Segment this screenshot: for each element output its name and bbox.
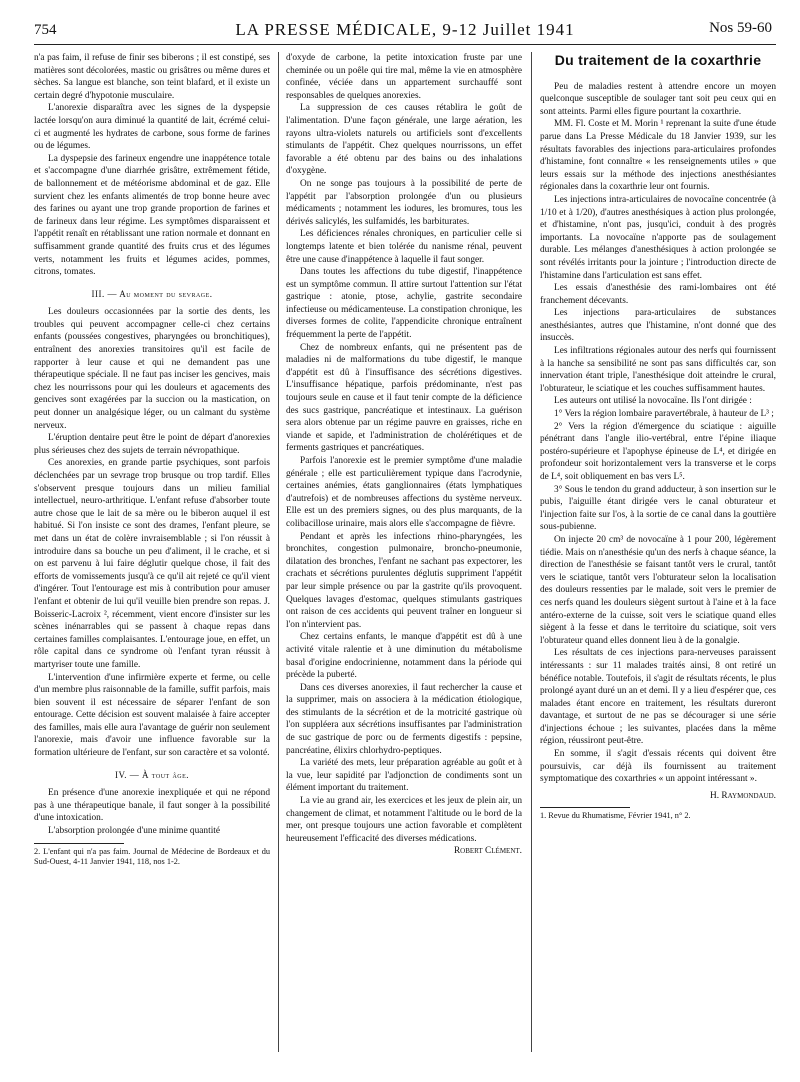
paragraph: Chez certains enfants, le manque d'appétit est dû à une activité vitale ralentie et à une diminution du métabolisme basal d'origine endocrinienne, notamment dans la période qui précède la puberté. (286, 632, 522, 681)
column-1 (34, 52, 270, 1062)
paragraph: On ne songe pas toujours à la possibilité de perte de l'appétit par l'absorption prolongée d'un ou plusieurs médicaments ; notamment les iodures, les bromures, tous les dérivés salicylés, les sulfamidés, les barbiturates. (286, 178, 522, 227)
article-title: Du traitement de la coxarthrie (554, 52, 762, 68)
paragraph: Ces anorexies, en grande partie psychiques, sont parfois déclenchées par un sevrage trop brusque ou trop tardif. Elles s'observent presque toujours dans un milieu familial intellectuel, neuro-arthritique. L'enfant refuse d'absorber toute autre chose que le lait de sa mère ou le biberon auquel il est habitué. Si l'on insiste ce sont des drames, l'enfant pleure, se met dans un état de colère invraisemblable ; si l'on réussit à introduire dans sa bouche un peu d'aliment, il le crache, et si on est parvenu à lui faire déglutir quelque chose, il fait des efforts de vomissements jusqu'à ce qu'il ait rejeté ce qu'il vient d'ingérer. Tout l'entourage est mis à contribution pour amuser l'enfant et obtenir de lui qu'il veuille bien prendre son repas. J. Boisseric-Lacroix ², récemment, vient encore d'insister sur les scènes inénarrables qui se passent à chaque repas dans certaines familles complaisantes. L'entourage joue, en effet, un rôle capital dans ce syndrome où l'enfant tyran réussit à martyriser toute une famille. (34, 458, 270, 670)
paragraph: L'anorexie disparaîtra avec les signes de la dyspepsie lactée lorsqu'on aura diminué la quantité de lait, écrémé celui-ci et augmenté les hydrates de carbone, sous forme de farines ou de légumes. (34, 103, 270, 152)
paragraph: n'a pas faim, il refuse de finir ses biberons ; il est constipé, ses matières sont décolorées, mastic ou grisâtres ou même dures et sèches. Sa langue est blanche, son teint blafard, et il existe un certain degré d'hypotonie musculaire. (34, 53, 270, 101)
paragraph: La vie au grand air, les exercices et les jeux de plein air, un changement de climat, et notamment l'altitude ou le bord de la mer, ont presque toujours une action favorable et complètent heureusement l'efficacité des diverses médications. (286, 796, 522, 844)
column-2 (286, 52, 522, 1062)
paragraph: 1° Vers la région lombaire paravertébrale, à hauteur de L³ ; (554, 409, 774, 420)
column-divider (278, 52, 279, 1052)
paragraph: L'absorption prolongée d'une minime quantité (48, 826, 221, 837)
footnote: 2. L'enfant qui n'a pas faim. Journal de Médecine de Bordeaux et du Sud-Ouest, 4-11 Janvier 1941, 118, nos 1-2. (34, 846, 270, 867)
paragraph: 2° Vers la région d'émergence du sciatique : aiguille pénétrant dans l'angle ilio-vertébral, entre l'épine iliaque postéro-supérieure et l'apophyse épineuse de L⁴, et dirigée en profondeur soit horizontalement vers la transverse et le corps de L⁴, soit obliquement en bas vers L⁵. (540, 421, 776, 482)
paragraph: Les résultats de ces injections para-nerveuses paraissent intéressants : sur 11 malades traités ainsi, 8 ont retiré un bénéfice notable. Toutefois, il s'agit de résultats récents, le plus prolongé ayant duré un an et demi. Il y a lieu d'espérer que, ces malades étant encore en traitement, les résultats dureront davantage, et surtout de ne pas se décourager si une série d'injections échoue ; les suivantes, placées dans la même région, réussiront peut-être. (540, 648, 776, 747)
paragraph: On injecte 20 cm³ de novocaïne à 1 pour 200, légèrement tiédie. Mais on n'anesthésie qu'un des nerfs à chaque séance, la direction de l'anesthésie se faisant tantôt vers le crural, tantôt vers le sciatique, tantôt vers l'obturateur selon la localisation des douleurs ressenties par le malade, soit vers le premier de ces nerfs quand les douleurs siègent surtout à l'aine et à la face antéro-externe de la cuisse, soit vers le sciatique quand elles siègent à la fesse et dans le territoire du sciatique, soit vers l'obturateur quand elles donnent lieu à de la gonalgie. (540, 534, 776, 646)
issue-number: Nos 59-60 (709, 20, 772, 36)
author-signature: Robert Clément. (453, 846, 522, 857)
paragraph: Dans toutes les affections du tube digestif, l'inappétence est un symptôme commun. Il attire surtout l'attention sur l'état gastrique : atonie, ptose, achylie, gastrite secondaire infectieuse ou médicamenteuse. La constipation chronique, les diverses formes de colite, l'appendicite chronique entraînent fréquemment la perte de l'appétit. (286, 267, 522, 341)
author-signature: H. Raymondaud. (709, 790, 776, 801)
paragraph: Parfois l'anorexie est le premier symptôme d'une maladie générale ; elle est particulièrement typique dans l'acrodynie, certaines anémies, états ganglionnaires (états lymphatiques d'autrefois) et de nombreuses affections du système nerveux. Elle est un des premiers signes, ou des plus marquants, de la colibacillose urinaire, mais alors elle s'accompagne de fièvre. (286, 456, 522, 529)
footnote: 1. Revue du Rhumatisme, Février 1941, n° 2. (540, 811, 691, 821)
paragraph: d'oxyde de carbone, la petite intoxication fruste par une cheminée ou un poêle qui tire mal, même la vie en atmosphère confinée, véciée dans un appartement surchauffé sont responsables de quelques anorexies. (286, 53, 522, 101)
columns (34, 52, 776, 1062)
paragraph: La variété des mets, leur préparation agréable au goût et à la vue, leur sapidité par l'adjonction de condiments sont un élément important du traitement. (286, 758, 522, 794)
section-heading: IV. — À tout âge. (114, 769, 190, 780)
paragraph: Chez de nombreux enfants, qui ne présentent pas de maladies ni de malformations du tube digestif, le manque d'appétit est dû à l'insuffisance des sécrétions digestives. L'insuffisance hépatique, parfois prédominante, n'est pas toujours seule en cause et il faut tenir compte de la déficience des sucs gastrique, pancréatique et intestinaux. La guérison sera alors obtenue par un régime pauvre en graisses, riche en viande et sapide, et l'administration de cholérétiques et de ferments gastriques et pancréatiques. (286, 342, 522, 454)
paragraph: Les injections intra-articulaires de novocaïne concentrée (à 1/10 et à 1/20), d'autres anesthésiques à action plus prolongée, et d'histamine, n'ont pas, jusqu'ici, conduit à des progrès importants. La novocaïne n'apporte pas de soulagement durable. Les mélanges d'anesthésiques à action prolongée se sont révélés irritants pour la jointure ; l'introduction directe de l'histamine dans l'articulation est sans effet. (540, 194, 776, 281)
paragraph: Les douleurs occasionnées par la sortie des dents, les troubles qui peuvent accompagner celle-ci chez certains enfants (poussées congestives, pharyngées ou bronchitiques), entraînent des anorexies transitoires qu'il est facile de rapporter à leur cause et qui ne demandent pas une thérapeutique spéciale. Il ne faut pas inciser les gencives, mais chez les nourrissons pour qui les douleurs et agacements des gencives sont exagérées par la succion ou la mastication, on peut donner un analgésique léger, ou un calmant du système nerveux. (34, 307, 270, 431)
page-header (34, 18, 776, 45)
paragraph: Pendant et après les infections rhino-pharyngées, les bronchites, congestion pulmonaire, broncho-pneumonie, dilatation des bronches, l'enfant ne sachant pas expectorer, les crachats et sécrétions purulentes déglutis suppriment l'appétit par leur simple présence ou par la gastrite qu'ils provoquent. Quelques lavages d'estomac, quelques stimulants gastriques ont raison de ces accidents qui peuvent traîner en longueur si l'on n'intervient pas. (286, 531, 522, 630)
paragraph: Dans ces diverses anorexies, il faut rechercher la cause et la supprimer, mais on associera à la médication étiologique, des stimulants de la sécrétion et de la motricité gastrique où l'on suppléera aux sécrétions insuffisantes par l'administration de suc gastrique de porc ou de ferments digestifs : pepsine, pancréatine, élixirs chlorhydro-peptiques. (286, 682, 522, 756)
footnote-rule (34, 843, 124, 844)
paragraph: Peu de maladies restent à attendre encore un moyen quelconque susceptible de soulager tant soit peu ceux qui en sont atteints. Parmi elles figure pourtant la coxarthrie. (540, 81, 776, 117)
paragraph: Les injections para-articulaires de substances anesthésiantes, autres que l'histamine, n'ont donné que des insuccès. (540, 308, 776, 344)
column-3 (540, 52, 776, 1062)
paragraph: En présence d'une anorexie inexpliquée et qui ne répond pas à une thérapeutique banale, il faut songer à la possibilité d'une intoxication. (34, 788, 270, 824)
paragraph: En somme, il s'agit d'essais récents qui doivent être poursuivis, car déjà ils fournissent au traitement symptomatique des coxarthries « un appoint intéressant ». (540, 749, 776, 785)
paragraph: Les infiltrations régionales autour des nerfs qui fournissent à la hanche sa sensibilité ne sont pas sans difficultés car, son innervation étant triple, l'anesthésique doit atteindre le crural, l'obturateur, le sciatique et les couches suffisamment hautes. (540, 346, 776, 394)
paragraph: La suppression de ces causes rétablira le goût de l'alimentation. D'une façon générale, une large aération, les rayons ultra-violets naturels ou artificiels sont d'excellents stimulants de l'appétit. Chez quelques nourrissons, un effet favorable a été obtenu par des bains ou des inhalations d'oxygène. (286, 103, 522, 177)
footnote-rule (540, 807, 630, 808)
journal-title: LA PRESSE MÉDICALE, 9-12 Juillet 1941 (235, 20, 575, 39)
paragraph: L'intervention d'une infirmière experte et ferme, ou celle d'un membre plus raisonnable de la famille, suffit parfois, mais bien souvent il est nécessaire de séparer l'enfant de son entourage. Cette décision est souvent malaisée à faire accepter des familles, mais elle aura l'avantage de guérir non seulement l'anorexie, mais d'avoir une influence favorable sur la formation ultérieure de l'enfant, sur son caractère et sa volonté. (34, 672, 270, 759)
paragraph: Les déficiences rénales chroniques, en particulier celle si longtemps latente et bien tolérée du nanisme rénal, peuvent être une cause d'inappétence à laquelle il faut songer. (286, 229, 522, 265)
newspaper-page (34, 18, 776, 1068)
paragraph: Les essais d'anesthésie des rami-lombaires ont été franchement décevants. (540, 283, 776, 306)
section-heading: III. — Au moment du sevrage. (91, 288, 213, 299)
paragraph: L'éruption dentaire peut être le point de départ d'anorexies plus sérieuses chez des sujets de terrain névropathique. (34, 433, 270, 456)
paragraph: La dyspepsie des farineux engendre une inappétence totale et s'accompagne d'une diarrhée grisâtre, extrêmement fétide, de ballonnement et de météorisme abdominal et de gaz. Elle survient chez les enfants alimentés de trop bonne heure avec des farines ou ayant une trop grande proportion de farines et de farineux dans leur régime. Les symptômes disparaissent et l'appétit renaît en rétablissant une ration normale et donnant en suffisamment grande quantité des fruits crus et des légumes verts, notamment les fruits et légumes acides, pommes, citrons, tomates. (34, 153, 270, 278)
paragraph: 3° Sous le tendon du grand adducteur, à son insertion sur le pubis, l'aiguille étant dirigée vers le canal obturateur et l'injection faite sur l'os, à la sortie de ce canal dans la gouttière sous-pubienne. (540, 484, 776, 533)
page-number: 754 (34, 22, 57, 38)
paragraph: MM. Fl. Coste et M. Morin ¹ reprenant la suite d'une étude parue dans La Presse Médicale du 18 Janvier 1939, sur les résultats favorables des injections para-articulaires profondes d'histamine, font connaître « les renseignements utiles » que leurs essais sur la méthode des injections anesthésiantes régionales dans la coxarthrie leur ont fournis. (540, 119, 776, 193)
paragraph: Les auteurs ont utilisé la novocaïne. Ils l'ont dirigée : (554, 396, 752, 407)
column-divider (531, 52, 532, 1052)
